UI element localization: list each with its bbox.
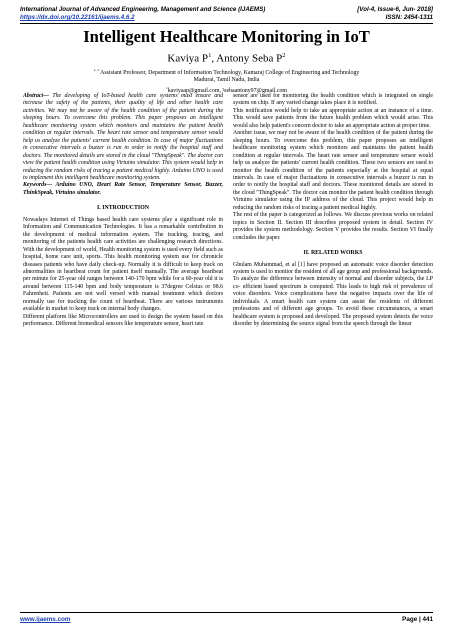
section-heading-related-works: II. RELATED WORKS [303, 250, 363, 257]
body-paragraph: The rest of the paper is categorized as follows. We discuss previous works on related topics in Section II. Section III describes proposed system in detail. Section IV provides the system methodology. Section V provides the results. Section VI finally concludes the paper. [233, 212, 433, 241]
journal-header [20, 6, 433, 24]
author-sup: 1 [208, 52, 212, 59]
page-number: Page | 441 [402, 616, 433, 623]
abstract [23, 93, 223, 182]
affiliation-line: Assistant Professor, Department of Information Technology, Kamaraj College of Engineering and Technology [100, 69, 360, 76]
journal-website-link[interactable]: www.ijaems.com [20, 616, 71, 623]
issn: ISSN: 2454-1311 [385, 14, 433, 21]
keywords-label: Keywords— [23, 182, 53, 189]
author-sup: 2 [282, 52, 286, 59]
author-list: Kaviya $P^1$, Antony Seba $P^2$ [167, 52, 286, 65]
paper-title: Intelligent Healthcare Monitoring in IoT [83, 27, 370, 46]
affiliation [30, 67, 423, 95]
email-sup: 1 [165, 85, 168, 90]
body-paragraph: sensor are used for monitoring the health condition which is integrated on single system on chip. If any varied change takes place it is notified. [233, 93, 433, 107]
footer-divider [20, 612, 433, 613]
author-name: Antony Seba P [216, 52, 283, 65]
body-paragraph: Nowadays Internet of Things based health care systems play a significant role in Information and Communication Technologies. It has a remarkable contribution in the development of medical information system. The tracking, tracing, and monitoring of the patients health care activities are challenging research directions. With the development of world, Health monitoring system is used every field such as hospital, home care unit, sports. This health monitoring system use for chronicle diseases patients who have daily check-up. Normally it is difficult to keep track on abnormalities in heartbeat count for patient itself manually. The average heartbeat per minute for 25-year old ranges between 140-170 bpm while for a 60-year old it is around between 115-140 bpm and body temperature is 37degree Celsius or 98.6 Fahrenheit. Patients are not well versed with manual treatment which doctors normally use for tracking the count of heartbeat. There are various instruments available in market to keep track on internal body changes. [23, 216, 223, 313]
affiliation-location: Madurai, Tamil Nadu, India [193, 77, 260, 84]
left-column [23, 93, 223, 329]
abstract-text: The developing of IoT-based health care systems must ensure and increase the safety of the patients, their quality of life and other health care activities. We may not be aware of the health condition of the patient during the sleeping hours. To overcome this problem. This paper proposes an intelligent healthcare monitoring system which monitors and maintains the patient health condition at regular intervals. The heart rate sensor and temperature sensor would help us analyze the patients' current health condition. In case of major fluctuations in consecutive intervals a buzzer is run in order to notify the hospital staff and doctors. The monitored details are stored in the cloud "ThingSpeak". The doctor can view the patient health condition using Virtuino simulator. This system would help in reducing the random risks of tracing a patient medical highly. Arduino UNO is used to implement this intelligent healthcare monitoring system. [23, 93, 223, 181]
body-paragraph: Ghulam Muhammad, et al [1] have proposed an automatic voice disorder detection system is used to monitor the resident of all age group and professional backgrounds. To analyze the difference between intensity of normal and disorder subjects, the LP co- efficient based spectrum is computed. This leads to high risk of prevalence of voice disorders. Voice complications have the negative impacts over the life of individuals. A smart health care system can assist the residents of different professions and of different age groups. To avoid these circumstances, a smart healthcare system is proposed and developed. The proposed system detects the voice disorder by determining the source signal from the speech through the linear [233, 261, 433, 328]
author-emails: kaviyaap@gmail.com, ²sebaantony97@gmail.com [167, 87, 288, 94]
section-heading-introduction: I. INTRODUCTION [97, 205, 149, 212]
page-footer [20, 612, 433, 623]
abstract-label: Abstract— [23, 93, 49, 99]
affiliation-sup: 1, 2 [93, 68, 99, 72]
keywords [23, 182, 223, 197]
volume-issue: [Vol-4, Issue-6, Jun- 2018] [357, 6, 433, 13]
journal-name: International Journal of Advanced Engineering, Management and Science (IJAEMS) [20, 6, 266, 13]
author-name: Kaviya P [167, 52, 209, 65]
body-paragraph: This notification would help to take an appropriate action at an instance of a time. This would save patients from the future health problem which would arise. This would also help patient's concern doctor to take an appropriate action at proper time. [233, 107, 433, 129]
keywords-text: Arduino UNO, Heart Rate Sensor, Temperature Sensor, Buzzer, ThinkSpeak, Virtuino simulator. [23, 182, 223, 196]
body-paragraph: Another issue, we may not be aware of the health condition of the patient during the sleeping hours. To overcome this problem, this paper proposes an intelligent healthcare monitoring system which monitors and maintains the patient health condition at regular intervals. The heart rate sensor and temperature sensor would help us analyze the patients' current health condition. These two sensors are used to monitor the health condition of the patients especially at the hospital at equal intervals. In case of major fluctuations in consecutive intervals a buzzer is run in order to notify the hospital staff and doctors. These monitored details are stored in the cloud "ThingSpeak". The doctor can monitor the patient health condition through Virtuino simulator using the IP address of the cloud. This project would help in reducing the random risks of tracing a patient medical highly. [233, 130, 433, 211]
right-column [233, 93, 433, 329]
header-divider [20, 23, 433, 24]
body-paragraph: Different platform like Microcontrollers are used to design the system based on this performance. Different biomedical sensors like temperature sensor, heart rate [23, 313, 223, 328]
doi-link[interactable]: https://dx.doi.org/10.22161/ijaems.4.6.2 [20, 14, 135, 21]
